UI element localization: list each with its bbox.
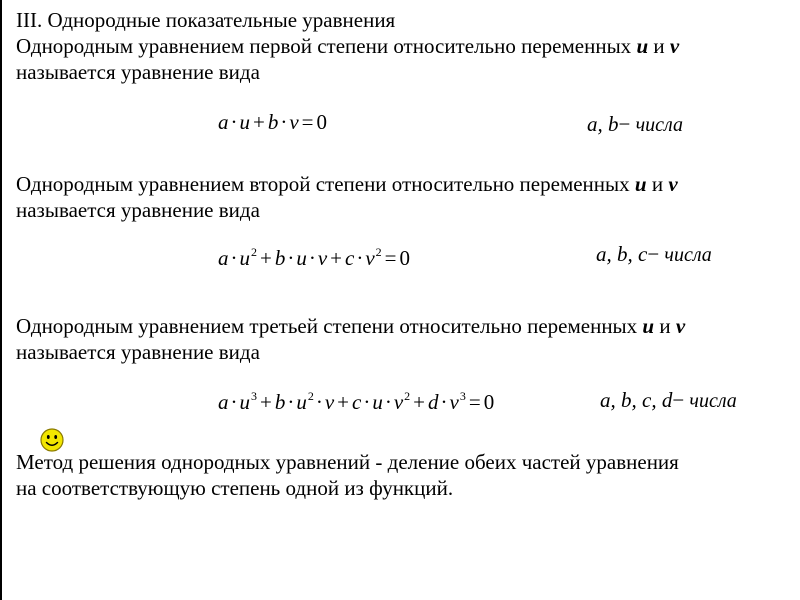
section-2-var-u: u xyxy=(634,172,647,196)
section-2-definition-line-1 xyxy=(16,172,678,196)
section-1-definition-line-2: называется уравнение вида xyxy=(16,60,260,84)
page-title: III. Однородные показательные уравнения xyxy=(16,8,396,32)
coefficients-note-3 xyxy=(600,388,737,413)
section-1-definition-text: Однородным уравнением первой степени относительно переменных xyxy=(16,34,632,58)
method-line-2: на соответствующую степень одной из функций. xyxy=(16,476,454,500)
section-2-conj: и xyxy=(651,172,664,196)
section-3-definition-line-2: называется уравнение вида xyxy=(16,340,260,364)
method-line-1: Метод решения однородных уравнений - деление обеих частей уравнения xyxy=(16,450,679,474)
note-2-vars: a, b, c xyxy=(596,242,648,266)
section-1-var-v: v xyxy=(669,34,680,58)
formula-third-degree: $a\cdot u^3 + b\cdot u^2\cdot v + c\cdot u\cdot v^2 + d\cdot v^3 = 0$ xyxy=(218,389,495,414)
note-3-word: числа xyxy=(689,390,737,412)
note-3-dash: − xyxy=(672,388,685,412)
smiley-face-icon xyxy=(40,428,64,452)
formula-first-degree: a·u + b·v = 0 xyxy=(218,110,328,134)
formula-second-degree: $a\cdot u^2 + b\cdot u\cdot v + c\cdot v^2 = 0$ xyxy=(218,245,411,270)
section-3-var-u: u xyxy=(642,314,655,338)
section-3-definition-text: Однородным уравнением третьей степени относительно переменных xyxy=(16,314,638,338)
section-1-definition-line-1 xyxy=(16,34,679,58)
section-2-definition-line-2: называется уравнение вида xyxy=(16,198,260,222)
note-1-vars: a, b xyxy=(587,112,619,136)
coefficients-note-1 xyxy=(587,112,683,137)
note-3-vars: a, b, c, d xyxy=(600,388,673,412)
section-1-conj: и xyxy=(653,34,665,58)
section-3-definition-line-1 xyxy=(16,314,685,338)
section-1-var-u: u xyxy=(636,34,649,58)
note-2-dash: − xyxy=(647,242,660,266)
coefficients-note-2 xyxy=(596,242,712,267)
note-1-dash: − xyxy=(618,112,631,136)
section-2-definition-text: Однородным уравнением второй степени относительно переменных xyxy=(16,172,630,196)
section-3-var-v: v xyxy=(675,314,686,338)
note-1-word: числа xyxy=(635,114,683,136)
section-3-conj: и xyxy=(659,314,671,338)
note-2-word: числа xyxy=(664,244,712,266)
section-2-var-v: v xyxy=(668,172,678,196)
